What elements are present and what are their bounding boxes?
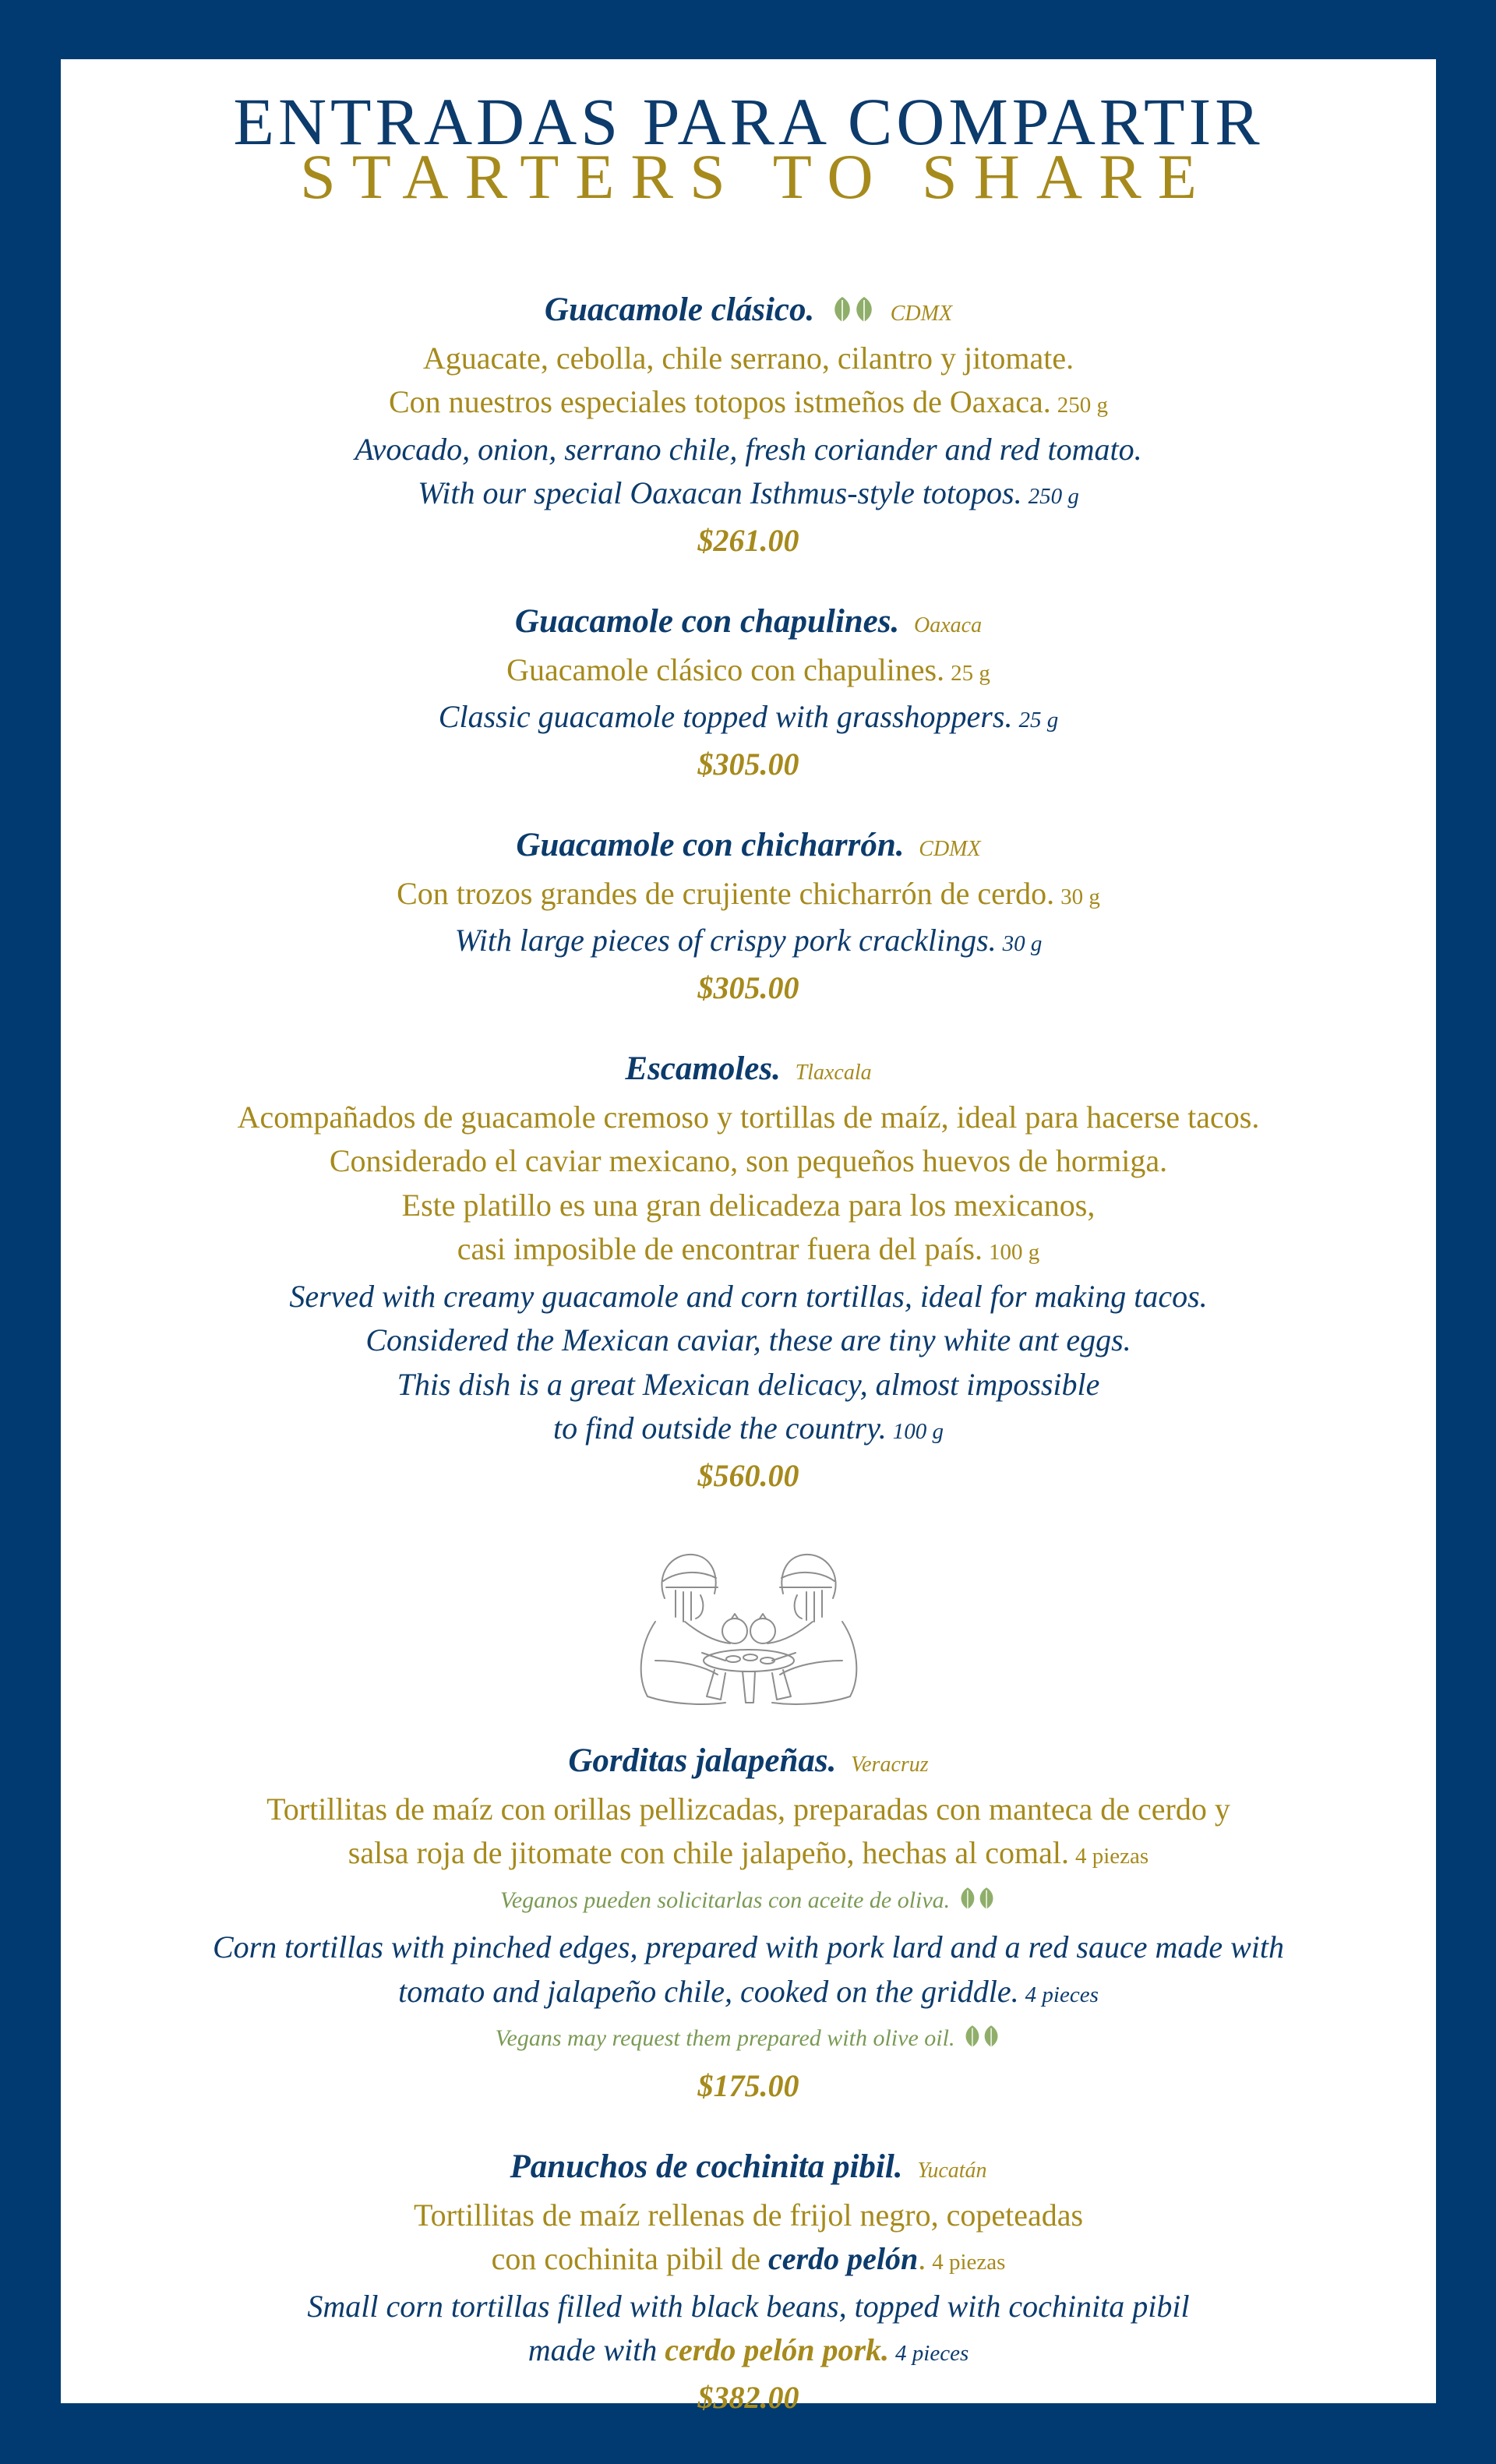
description-es: Guacamole clásico con chapulines. — [506, 651, 945, 687]
dish-origin: CDMX — [890, 302, 953, 326]
description-en: tomato and jalapeño chile, cooked on the griddle. — [398, 1973, 1019, 2009]
menu-header — [61, 84, 1436, 212]
description-es: Tortillitas de maíz con orillas pellizcadas, preparadas con manteca de cerdo y — [266, 1791, 1230, 1827]
description-es: Acompañados de guacamole cremoso y tortillas de maíz, ideal para hacerse tacos. — [237, 1099, 1260, 1135]
dish-name: Panuchos de cochinita pibil. — [510, 2148, 903, 2185]
description-es: Con nuestros especiales totopos istmeños de Oaxaca. — [388, 384, 1051, 419]
dish-name: Guacamole con chapulines. — [514, 603, 900, 640]
portion-weight: 25 g — [1018, 708, 1059, 732]
portion-weight: 4 piezas — [1074, 1844, 1149, 1869]
description-es: con cochinita pibil de — [491, 2241, 761, 2276]
description-es: Con trozos grandes de crujiente chicharrón de cerdo. — [397, 875, 1055, 911]
vegan-note-es: Veganos pueden solicitarlas con aceite de oliva. — [499, 1887, 951, 1913]
dish-name: Guacamole clásico. — [544, 291, 815, 328]
portion-weight: 100 g — [988, 1240, 1040, 1265]
menu-item-guacamole-clasico — [61, 288, 1436, 563]
portion-weight: 100 g — [892, 1419, 944, 1444]
dish-price: $305.00 — [697, 969, 799, 1005]
description-en: to find outside the country. — [553, 1410, 887, 1446]
menu-item-escamoles — [61, 1047, 1436, 1498]
dish-origin: Tlaxcala — [795, 1061, 872, 1085]
leaf-icon — [962, 2020, 1001, 2064]
dish-price: $560.00 — [697, 1457, 799, 1493]
dish-price: $305.00 — [697, 746, 799, 782]
leaf-icon — [958, 1882, 997, 1926]
dish-price: $382.00 — [697, 2379, 799, 2415]
dish-origin: Oaxaca — [914, 613, 983, 637]
description-en: With large pieces of crispy pork cracklings. — [454, 923, 997, 958]
section-title-en: STARTERS TO SHARE — [300, 141, 1213, 212]
description-en: Corn tortillas with pinched edges, prepared with pork lard and a red sauce made with — [212, 1929, 1285, 1964]
highlight-cerdo-pelon-pork: cerdo pelón pork. — [665, 2332, 890, 2367]
description-es: Tortillitas de maíz rellenas de frijol negro, copeteadas — [413, 2197, 1084, 2233]
description-es: casi imposible de encontrar fuera del país. — [457, 1231, 983, 1266]
portion-weight: 250 g — [1028, 484, 1079, 509]
vegan-note-en: Vegans may request them prepared with olive oil. — [495, 2025, 955, 2051]
dish-name: Guacamole con chicharrón. — [516, 827, 905, 863]
portion-weight: 250 g — [1057, 393, 1109, 418]
leaf-icon — [831, 291, 876, 336]
description-en: Small corn tortillas filled with black beans, topped with cochinita pibil — [307, 2288, 1190, 2324]
description-en: With our special Oaxacan Isthmus-style totopos. — [418, 475, 1022, 510]
description-es-punct: . — [918, 2241, 926, 2276]
menu-item-gorditas-jalapenas — [61, 1739, 1436, 2108]
dish-origin: CDMX — [919, 837, 981, 861]
description-en: This dish is a great Mexican delicacy, almost impossible — [397, 1366, 1100, 1402]
dish-price: $175.00 — [697, 2067, 799, 2103]
description-en: Avocado, onion, serrano chile, fresh coriander and red tomato. — [355, 431, 1142, 467]
dish-name: Escamoles. — [625, 1050, 781, 1087]
description-es: Aguacate, cebolla, chile serrano, cilantro y jitomate. — [422, 340, 1074, 376]
section-title-es: ENTRADAS PARA COMPARTIR — [233, 84, 1264, 159]
portion-weight: 25 g — [951, 660, 990, 686]
description-en: Classic guacamole topped with grasshoppers. — [438, 699, 1013, 734]
portion-weight: 4 pieces — [1025, 1982, 1099, 2007]
highlight-cerdo-pelon: cerdo pelón — [768, 2241, 919, 2276]
description-en: Served with creamy guacamole and corn tortillas, ideal for making tacos. — [289, 1278, 1208, 1314]
dish-origin: Veracruz — [851, 1753, 929, 1777]
dish-origin: Yucatán — [917, 2159, 987, 2183]
menu-page — [61, 59, 1436, 2415]
description-en: Considered the Mexican caviar, these are tiny white ant eggs. — [365, 1322, 1131, 1357]
menu-item-guacamole-chapulines — [61, 600, 1436, 786]
description-es: Este platillo es una gran delicadeza para los mexicanos, — [401, 1187, 1096, 1223]
portion-weight: 30 g — [1002, 931, 1043, 956]
portion-weight: 4 piezas — [932, 2250, 1006, 2275]
portion-weight: 4 pieces — [895, 2341, 969, 2366]
description-es: Considerado el caviar mexicano, son pequeños huevos de hormiga. — [329, 1143, 1168, 1178]
menu-item-guacamole-chicharron — [61, 824, 1436, 1010]
dish-price: $261.00 — [697, 522, 799, 558]
description-es: salsa roja de jitomate con chile jalapeño, hechas al comal. — [348, 1835, 1069, 1870]
menu-item-panuchos-cochinita — [61, 2145, 1436, 2420]
portion-weight: 30 g — [1060, 884, 1100, 909]
description-en: made with — [527, 2332, 658, 2367]
menu-items — [61, 288, 1436, 2420]
seated-figures-illustration — [61, 1535, 1436, 1724]
dish-name: Gorditas jalapeñas. — [568, 1742, 837, 1779]
